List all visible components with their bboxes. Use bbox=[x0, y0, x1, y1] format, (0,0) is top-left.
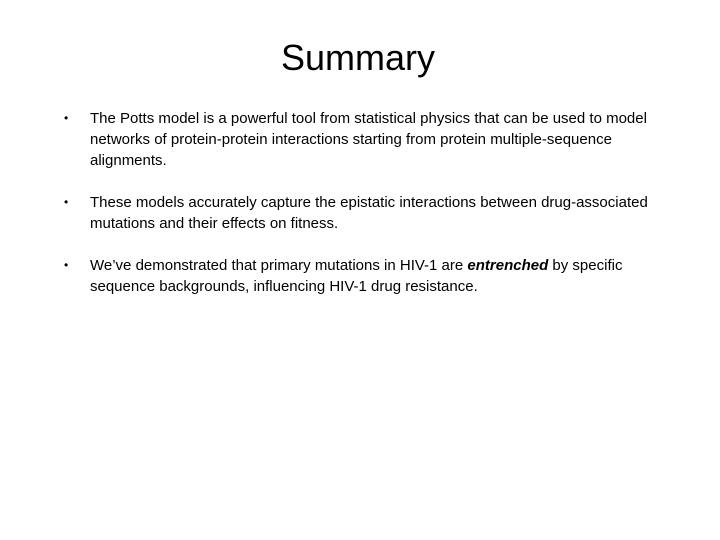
bullet-text: These models accurately capture the epistatic interactions between drug-associated mutations and their effects on fitness. bbox=[90, 194, 648, 232]
bullet-text: The Potts model is a powerful tool from statistical physics that can be used to model networks of protein-protein interactions starting from protein multiple-sequence alignments. bbox=[90, 110, 647, 169]
bullet-marker: • bbox=[64, 258, 69, 272]
bullet-text-after: by specific sequence backgrounds, influencing HIV-1 drug resistance. bbox=[90, 257, 623, 295]
bullet-item-potts-model bbox=[62, 108, 652, 171]
bullet-marker: • bbox=[64, 195, 69, 209]
bullet-emphasis: entrenched bbox=[467, 257, 549, 274]
bullet-list bbox=[62, 108, 652, 318]
slide-title: Summary bbox=[280, 37, 436, 78]
bullet-text-before: We’ve demonstrated that primary mutations in HIV-1 are bbox=[90, 257, 468, 274]
bullet-marker: • bbox=[64, 111, 69, 125]
bullet-item-entrenched-mutations bbox=[62, 255, 652, 297]
bullet-item-epistatic-interactions bbox=[62, 192, 652, 234]
